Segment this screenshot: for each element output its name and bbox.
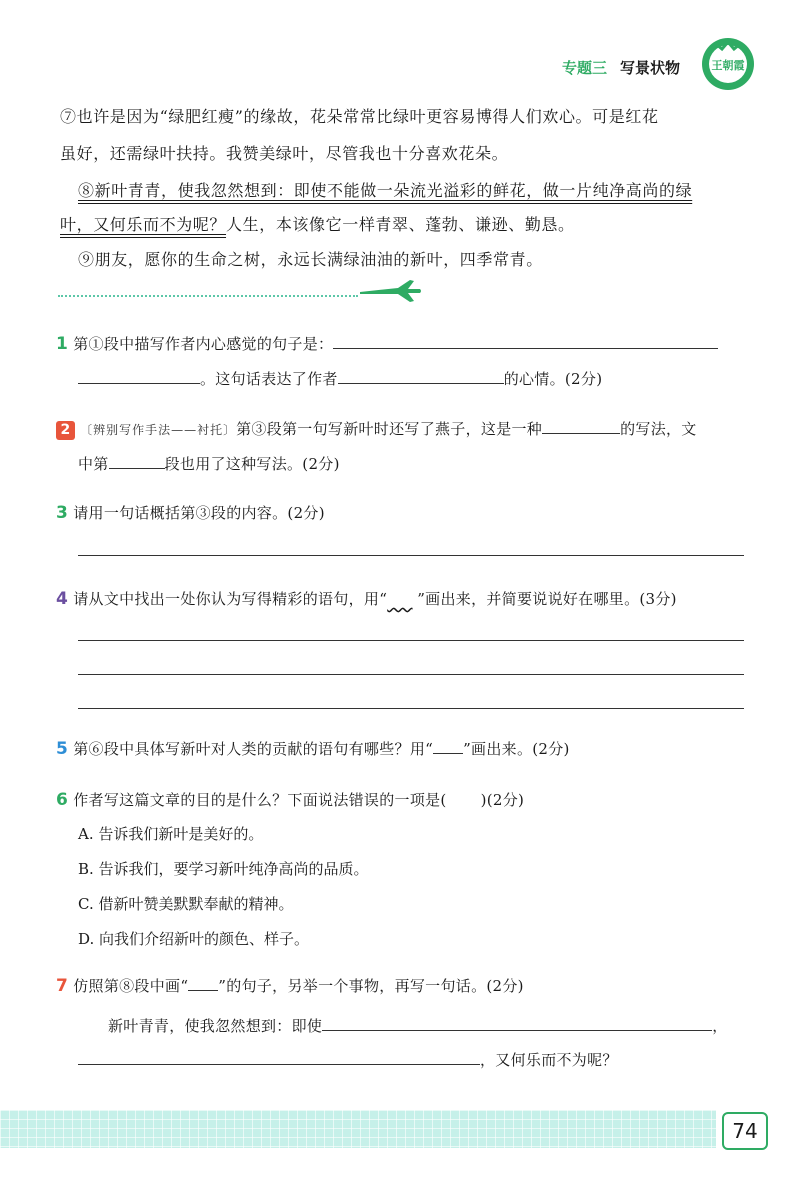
answer-line[interactable] — [78, 708, 744, 709]
question-1: 1 第①段中描写作者内心感觉的句子是： — [56, 333, 718, 354]
question-6: 6 作者写这篇文章的目的是什么？下面说法错误的一项是( )(2分) — [56, 790, 525, 810]
passage-p9: ⑨朋友，愿你的生命之树，永远长满绿油油的新叶，四季常青。 — [78, 250, 543, 269]
passage-p7-line1: ⑦也许是因为“绿肥红瘦”的缘故，花朵常常比绿叶更容易博得人们欢心。可是红花 — [60, 107, 659, 126]
header-topic: 专题三 — [562, 59, 608, 77]
passage-p8-line2 — [60, 214, 575, 236]
airplane-icon — [358, 278, 422, 304]
brand-logo — [700, 36, 756, 92]
wavy-mark-icon — [387, 590, 417, 608]
question-1-number: 1 — [56, 334, 69, 354]
answer-blank[interactable] — [109, 454, 165, 469]
header-title: 写景状物 — [620, 59, 681, 77]
answer-blank[interactable] — [78, 1050, 480, 1065]
option-a[interactable]: A. 告诉我们新叶是美好的。 — [78, 825, 264, 843]
page-number: 74 — [722, 1112, 768, 1150]
question-3-number: 3 — [56, 503, 69, 523]
option-c[interactable]: C. 借新叶赞美默默奉献的精神。 — [78, 895, 294, 913]
answer-blank[interactable] — [322, 1016, 712, 1031]
skill-tag: 〔辨别写作手法——衬托〕 — [80, 423, 237, 437]
question-5-number: 5 — [56, 739, 69, 759]
question-5: 5 第⑥段中具体写新叶对人类的贡献的语句有哪些？用“ ”画出来。(2分) — [56, 739, 570, 759]
answer-line[interactable] — [78, 640, 744, 641]
question-3: 3 请用一句话概括第③段的内容。(2分) — [56, 503, 325, 523]
question-2: 2 〔辨别写作手法——衬托〕第③段第一句写新叶时还写了燕子，这是一种 的写法，文 — [56, 418, 697, 440]
answer-blank[interactable] — [333, 334, 718, 349]
question-2-number: 2 — [56, 421, 75, 440]
question-4: 4 请从文中找出一处你认为写得精彩的语句，用“ ”画出来，并简要说说好在哪里。(3分) — [56, 589, 677, 609]
question-7-line2: 新叶青青，使我忽然想到：即使 ， — [108, 1017, 728, 1035]
question-7: 7 仿照第⑧段中画“ ”的句子，另举一个事物，再写一句话。(2分) — [56, 976, 524, 996]
passage-p8-rest: 人生，本该像它一样青翠、蓬勃、谦逊、勤恳。 — [226, 215, 575, 234]
question-2-line2: 中第 段也用了这种写法。(2分) — [78, 455, 340, 473]
passage-p8-underlined: 叶，又何乐而不为呢？ — [60, 215, 227, 234]
answer-blank[interactable] — [542, 419, 620, 434]
question-6-number: 6 — [56, 790, 69, 810]
answer-blank[interactable] — [338, 369, 504, 384]
section-divider — [58, 295, 358, 297]
question-7-line3: ，又何乐而不为呢？ — [78, 1049, 618, 1070]
logo-text: 王朝霞 — [711, 59, 745, 72]
straight-mark-icon — [433, 739, 463, 754]
answer-blank[interactable] — [78, 369, 200, 384]
question-7-number: 7 — [56, 976, 69, 996]
answer-line[interactable] — [78, 674, 744, 675]
passage-p8-line1: ⑧新叶青青，使我忽然想到：即使不能做一朵流光溢彩的鲜花，做一片纯净高尚的绿 — [78, 181, 693, 200]
option-d[interactable]: D. 向我们介绍新叶的颜色、样子。 — [78, 930, 310, 948]
footer-band — [0, 1110, 716, 1148]
answer-line[interactable] — [78, 555, 744, 556]
passage-p7-line2: 虽好，还需绿叶扶持。我赞美绿叶，尽管我也十分喜欢花朵。 — [60, 144, 509, 163]
question-1-line2: 。这句话表达了作者 的心情。(2分) — [78, 368, 602, 389]
option-b[interactable]: B. 告诉我们，要学习新叶纯净高尚的品质。 — [78, 860, 369, 878]
straight-mark-icon — [188, 976, 218, 991]
question-4-number: 4 — [56, 589, 69, 609]
